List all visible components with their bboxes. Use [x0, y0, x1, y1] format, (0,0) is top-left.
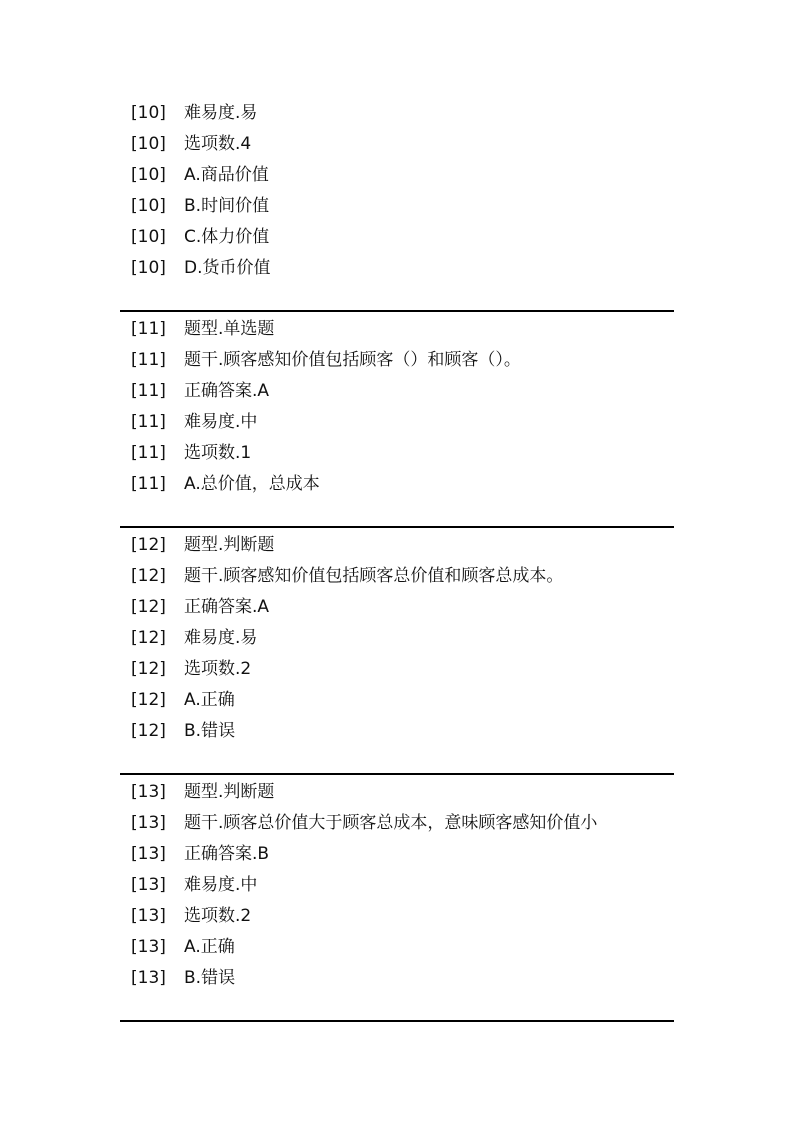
question-number: [12]: [131, 566, 166, 586]
question-line: [131, 967, 235, 989]
question-text: 题型.判断题: [184, 782, 275, 802]
question-line: [131, 565, 563, 587]
question-number: [11]: [131, 319, 166, 339]
question-text: A.总价值，总成本: [184, 474, 320, 494]
question-number: [13]: [131, 813, 166, 833]
section-divider: [120, 773, 674, 775]
question-number: [13]: [131, 844, 166, 864]
question-text: 正确答案.A: [184, 381, 270, 401]
question-number: [12]: [131, 690, 166, 710]
question-text: 选项数.2: [184, 659, 252, 679]
question-line: [131, 689, 235, 711]
question-line: [131, 596, 269, 618]
question-number: [12]: [131, 597, 166, 617]
question-text: B.错误: [184, 721, 236, 741]
question-text: 题干.顾客总价值大于顾客总成本，意味顾客感知价值小: [184, 813, 598, 833]
question-number: [11]: [131, 474, 166, 494]
question-text: 题型.判断题: [184, 535, 275, 555]
question-line: [131, 627, 257, 649]
question-number: [10]: [131, 196, 166, 216]
question-text: 难易度.易: [184, 628, 258, 648]
question-text: 正确答案.A: [184, 597, 270, 617]
question-number: [10]: [131, 258, 166, 278]
question-text: A.正确: [184, 937, 235, 957]
question-text: A.正确: [184, 690, 235, 710]
question-number: [12]: [131, 721, 166, 741]
question-text: 正确答案.B: [184, 844, 270, 864]
question-number: [12]: [131, 535, 166, 555]
question-line: [131, 164, 269, 186]
question-line: [131, 874, 257, 896]
question-text: C.体力价值: [184, 227, 270, 247]
question-number: [12]: [131, 659, 166, 679]
question-text: 选项数.2: [184, 906, 252, 926]
question-number: [13]: [131, 906, 166, 926]
question-number: [12]: [131, 628, 166, 648]
question-text: A.商品价值: [184, 165, 269, 185]
question-text: 题干.顾客感知价值包括顾客总价值和顾客总成本。: [184, 566, 564, 586]
section-divider: [120, 1020, 674, 1022]
question-number: [11]: [131, 443, 166, 463]
question-line: [131, 843, 269, 865]
question-text: B.错误: [184, 968, 236, 988]
question-line: [131, 473, 320, 495]
question-line: [131, 411, 257, 433]
question-number: [11]: [131, 381, 166, 401]
question-text: 选项数.4: [184, 134, 252, 154]
question-line: [131, 720, 235, 742]
question-text: 难易度.中: [184, 412, 258, 432]
question-number: [10]: [131, 165, 166, 185]
section-divider: [120, 526, 674, 528]
question-line: [131, 658, 251, 680]
question-line: [131, 349, 521, 371]
question-number: [11]: [131, 350, 166, 370]
question-line: [131, 226, 269, 248]
question-line: [131, 318, 274, 340]
question-text: B.时间价值: [184, 196, 270, 216]
question-number: [13]: [131, 875, 166, 895]
question-text: D.货币价值: [184, 258, 271, 278]
question-line: [131, 133, 251, 155]
question-number: [10]: [131, 103, 166, 123]
question-text: 题型.单选题: [184, 319, 275, 339]
question-line: [131, 534, 274, 556]
question-number: [13]: [131, 782, 166, 802]
question-number: [11]: [131, 412, 166, 432]
question-line: [131, 380, 269, 402]
question-line: [131, 102, 257, 124]
question-line: [131, 812, 597, 834]
question-number: [13]: [131, 968, 166, 988]
question-line: [131, 442, 251, 464]
question-number: [10]: [131, 227, 166, 247]
question-text: 难易度.中: [184, 875, 258, 895]
question-line: [131, 195, 269, 217]
question-text: 选项数.1: [184, 443, 252, 463]
question-text: 难易度.易: [184, 103, 258, 123]
question-number: [13]: [131, 937, 166, 957]
section-divider: [120, 310, 674, 312]
question-line: [131, 257, 271, 279]
question-line: [131, 936, 235, 958]
question-line: [131, 905, 251, 927]
question-number: [10]: [131, 134, 166, 154]
question-line: [131, 781, 274, 803]
question-text: 题干.顾客感知价值包括顾客（）和顾客（）。: [184, 350, 521, 370]
